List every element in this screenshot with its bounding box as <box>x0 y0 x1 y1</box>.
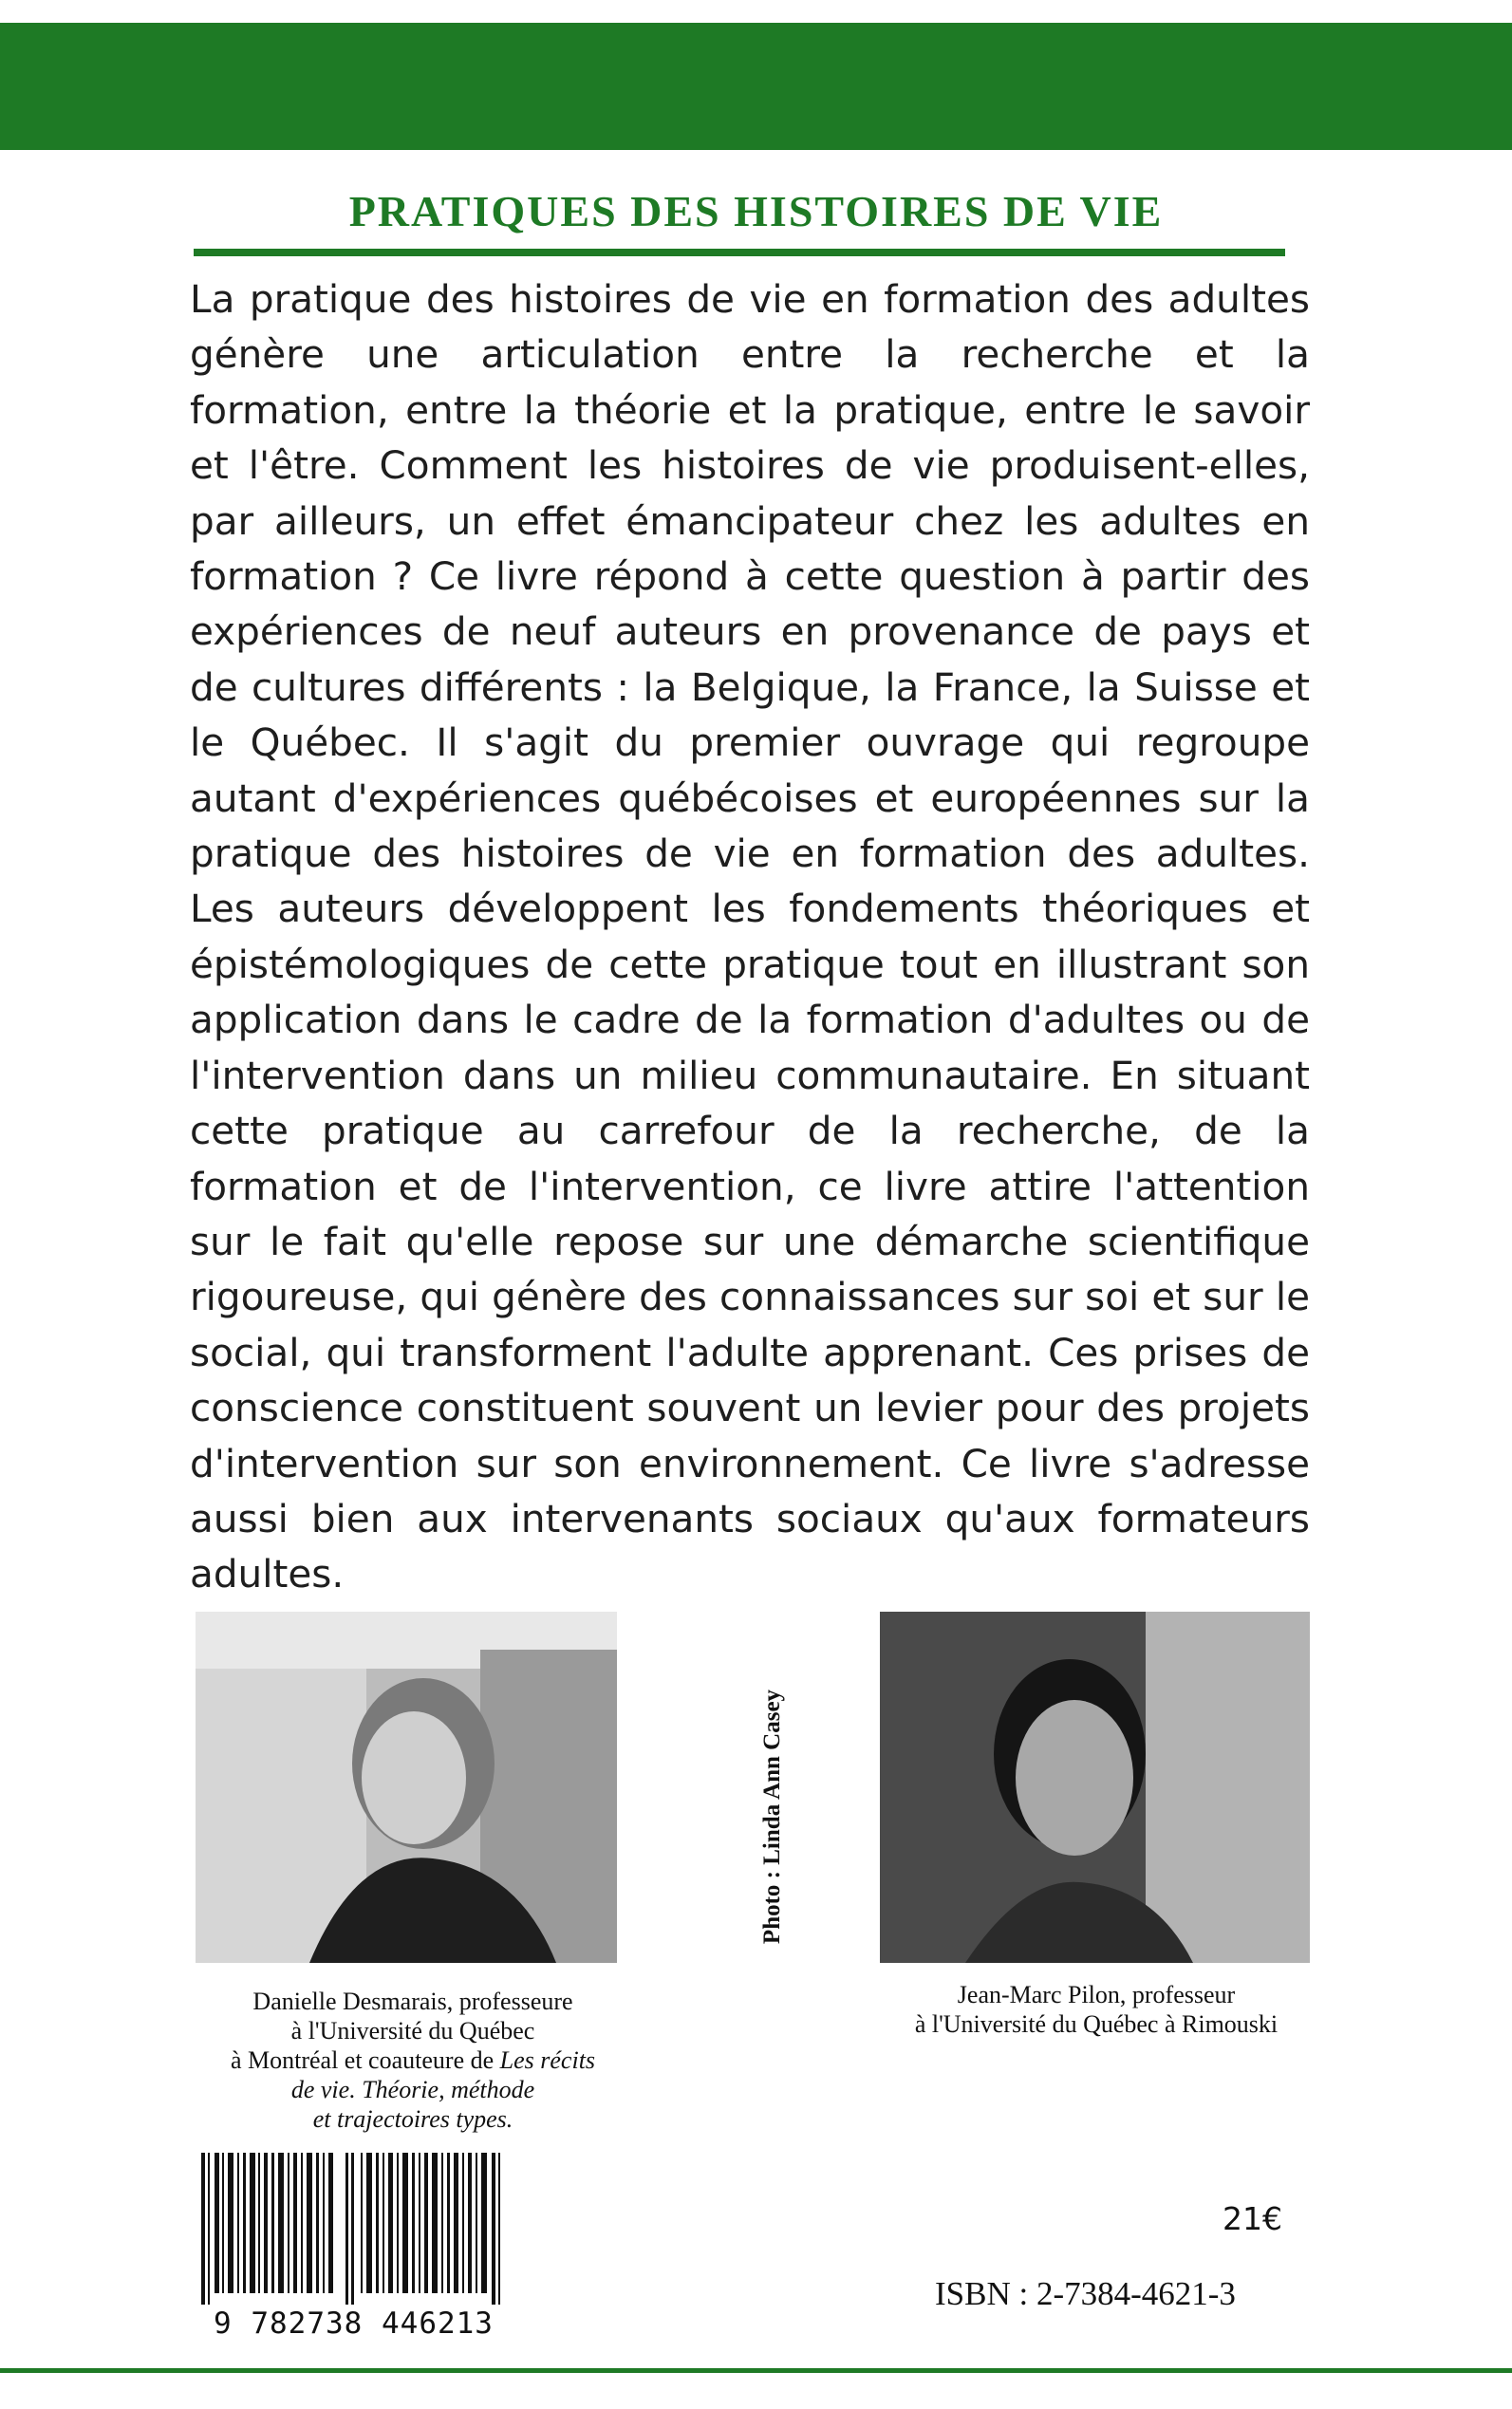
author-caption-pilon <box>835 1980 1357 2039</box>
author-photo-pilon <box>880 1612 1310 1963</box>
caption-line <box>190 2045 636 2075</box>
book-reference: et trajectoires types. <box>312 2105 513 2133</box>
book-reference: de vie. Théorie, méthode <box>290 2076 535 2103</box>
caption-line: à l'Université du Québec <box>290 2017 535 2045</box>
caption-line <box>190 2075 636 2104</box>
top-green-band <box>0 23 1512 150</box>
author-caption-desmarais <box>190 1987 636 2134</box>
barcode <box>190 2153 517 2305</box>
caption-line: Jean-Marc Pilon, professeur <box>957 1981 1236 2008</box>
photo-credit: Photo : Linda Ann Casey <box>759 1689 785 1945</box>
barcode-number: 9 782738 446213 <box>214 2306 494 2341</box>
caption-line: à l'Université du Québec à Rimouski <box>914 2010 1279 2038</box>
caption-line <box>190 2104 636 2134</box>
caption-text: à Montréal et coauteure de <box>230 2046 500 2074</box>
caption-line: Danielle Desmarais, professeure <box>252 1988 573 2015</box>
back-cover-description: La pratique des histoires de vie en formation des adultes génère une articulation entre la recherche et la formation, entre la théorie et la pratique, entre le savoir et l'être. Comment les histoires de vie produisent-elles, par ailleurs, un effet émancipateur chez les adultes en formation ? Ce livre répond à cette question à partir des expériences de neuf auteurs en provenance de pays et de cultures différents : la Belgique, la France, la Suisse et le Québec. Il s'agit du premier ouvrage qui regroupe autant d'expériences québécoises et européennes sur la pratique des histoires de vie en formation des adultes. Les auteurs développent les fondements théoriques et épistémologiques de cette pratique tout en illustrant son application dans le cadre de la formation d'adultes ou de l'intervention dans un milieu communautaire. En situant cette pratique au carrefour de la recherche, de la formation et de l'intervention, ce livre attire l'attention sur le fait qu'elle repose sur une démarche scientifique rigoureuse, qui génère des connaissances sur soi et sur le social, qui transforment l'adulte apprenant. Ces prises de conscience constituent souvent un levier pour des projets d'intervention sur son environnement. Ce livre s'adresse aussi bien aux intervenants sociaux qu'aux formateurs adultes. <box>190 276 1310 1597</box>
title-underline <box>194 249 1285 256</box>
bottom-rule <box>0 2368 1512 2373</box>
author-photo-desmarais <box>196 1612 617 1963</box>
book-reference: Les récits <box>499 2046 596 2074</box>
isbn-label: ISBN : 2-7384-4621-3 <box>935 2275 1236 2312</box>
price-label: 21€ <box>1223 2200 1282 2237</box>
book-title: PRATIQUES DES HISTOIRES DE VIE <box>348 187 1164 235</box>
